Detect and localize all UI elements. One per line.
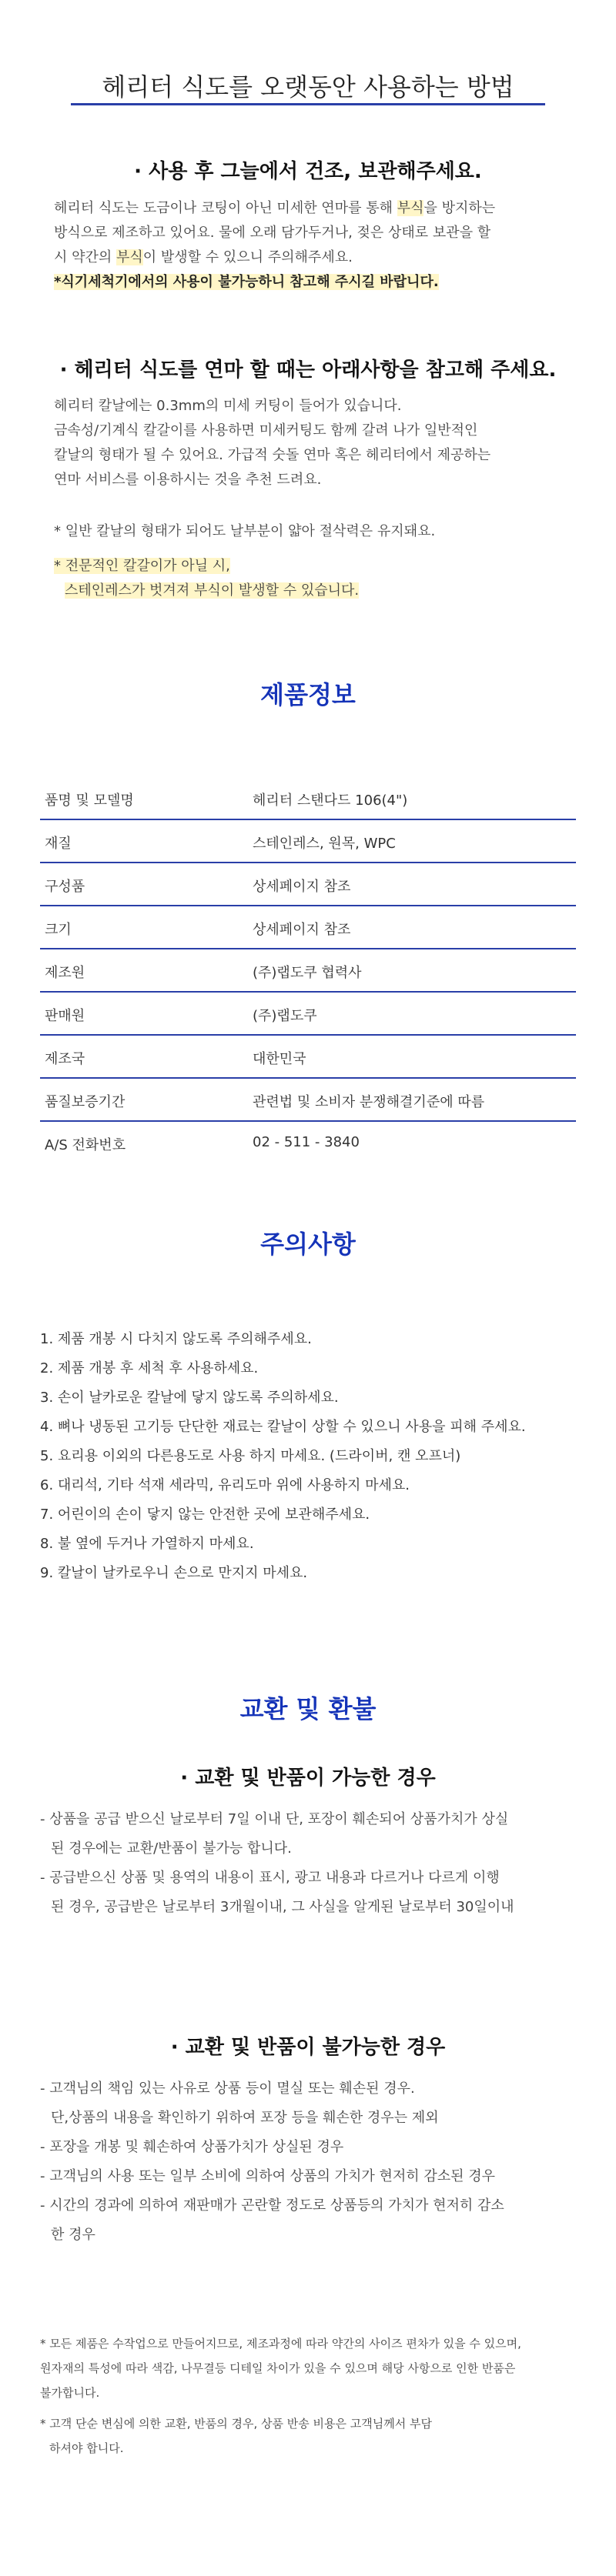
spec-key: 판매원: [45, 1008, 85, 1024]
table-row: [40, 1036, 576, 1079]
list-item: 단,상품의 내용을 확인하기 위하여 포장 등을 훼손한 경우는 제외: [51, 2110, 439, 2126]
dry-storage-heading: · 사용 후 그늘에서 건조, 보관해주세요.: [134, 160, 482, 183]
spec-value: 상세페이지 참조: [253, 879, 351, 895]
spec-value: 상세페이지 참조: [253, 922, 351, 938]
list-item: - 시간의 경과에 의하여 재판매가 곤란할 정도로 상품등의 가치가 현저히 감소: [40, 2197, 504, 2214]
exchange-possible-heading: · 교환 및 반품이 가능한 경우: [180, 1767, 436, 1790]
spec-key: 제조국: [45, 1051, 85, 1067]
list-item: - 공급받으신 상품 및 용역의 내용이 표시, 광고 내용과 다르거나 다르게 이행: [40, 1870, 500, 1886]
list-item: 6. 대리석, 기타 석재 세라믹, 유리도마 위에 사용하지 마세요.: [40, 1477, 410, 1493]
spec-key: 구성품: [45, 879, 85, 895]
spec-key: 품질보증기간: [45, 1094, 126, 1110]
footnote-line: * 모든 제품은 수작업으로 만들어지므로, 제조과정에 따라 약간의 사이즈 편차가 있을 수 있으며,: [40, 2337, 521, 2351]
spec-key: 품명 및 모델명: [45, 792, 134, 809]
dry-storage-text: 헤리터 식도는 도금이나 코팅이 아닌 미세한 연마를 통해 부식을 방지하는 방식으로 제조하고 있어요. 물에 오래 담가두거나, 젖은 상태로 보관을 할 시 약간의 부식이 발생할 수 있으니 주의해주세요. *식기세척기에서의 사용이 불가능하니 참고해 주시길 바랍니다.: [54, 200, 496, 290]
list-item: 8. 불 옆에 두거나 가열하지 마세요.: [40, 1536, 254, 1552]
spec-key: A/S 전화번호: [45, 1137, 126, 1153]
rust-highlight: 부식: [397, 200, 424, 216]
list-item: 5. 요리용 이외의 다른용도로 사용 하지 마세요. (드라이버, 캔 오프너): [40, 1448, 461, 1464]
spec-value: 대한민국: [253, 1051, 306, 1067]
table-row: [40, 820, 576, 863]
footnote-line: 불가합니다.: [40, 2386, 100, 2400]
spec-value: 02 - 511 - 3840: [253, 1134, 360, 1150]
sharpening-text: 헤리터 칼날에는 0.3mm의 미세 커팅이 들어가 있습니다. 금속성/기계식 칼갈이를 사용하면 미세커팅도 함께 갈려 나가 일반적인 칼날의 형태가 될 수 있어요. 가급적 숫돌 연마 혹은 헤리터에서 제공하는 연마 서비스를 이용하시는 것을 추천 드려요.: [54, 398, 491, 488]
sharpening-heading: · 헤리터 식도를 연마 할 때는 아래사항을 참고해 주세요.: [59, 359, 557, 382]
exchange-impossible-list: [40, 2076, 587, 2251]
table-row: [40, 993, 576, 1036]
product-info-table: [40, 777, 576, 1163]
rust-highlight: 부식: [116, 249, 143, 265]
spec-value: 관련법 및 소비자 분쟁해결기준에 따름: [253, 1094, 485, 1110]
list-item: - 포장을 개봉 및 훼손하여 상품가치가 상실된 경우: [40, 2139, 344, 2155]
spec-key: 제조원: [45, 965, 85, 981]
caution-title: 주의사항: [260, 1230, 356, 1259]
title-underline: [71, 103, 545, 105]
list-item: - 고객님의 사용 또는 일부 소비에 의하여 상품의 가치가 현저히 감소된 경우: [40, 2168, 496, 2184]
table-row: [40, 906, 576, 949]
list-item: 된 경우, 공급받은 날로부터 3개월이내, 그 사실을 알게된 날로부터 30일이내: [51, 1899, 514, 1915]
table-row: [40, 863, 576, 906]
spec-key: 재질: [45, 836, 72, 852]
list-item: 9. 칼날이 날카로우니 손으로 만지지 마세요.: [40, 1565, 308, 1581]
spec-key: 크기: [45, 922, 72, 938]
spec-value: 스테인레스, 원목, WPC: [253, 836, 396, 852]
footnotes: [40, 2331, 579, 2461]
product-info-title: 제품정보: [260, 680, 356, 709]
list-item: 된 경우에는 교환/반품이 불가능 합니다.: [51, 1840, 292, 1857]
exchange-title: 교환 및 환불: [239, 1694, 377, 1723]
list-item: 한 경우: [51, 2227, 95, 2243]
footnote-line: 하셔야 합니다.: [49, 2441, 124, 2455]
footnote-line: 원자재의 특성에 따라 색감, 나무결등 디테일 차이가 있을 수 있으며 해당 사항으로 인한 반품은: [40, 2361, 516, 2375]
list-item: 1. 제품 개봉 시 다치지 않도록 주의해주세요.: [40, 1331, 312, 1347]
table-row: [40, 777, 576, 820]
caution-list: [40, 1325, 579, 1588]
list-item: 3. 손이 날카로운 칼날에 닿지 않도록 주의하세요.: [40, 1390, 339, 1406]
table-row: [40, 1079, 576, 1122]
page-title: 헤리터 식도를 오랫동안 사용하는 방법: [102, 72, 514, 102]
footnote-line: * 고객 단순 변심에 의한 교환, 반품의 경우, 상품 반송 비용은 고객님께서 부담: [40, 2417, 432, 2431]
exchange-impossible-heading: · 교환 및 반품이 불가능한 경우: [170, 2036, 446, 2059]
sharpening-note: * 일반 칼날의 형태가 되어도 날부분이 얇아 절삭력은 유지돼요.: [54, 523, 436, 539]
table-row: [40, 949, 576, 993]
list-item: 4. 뼈나 냉동된 고기등 단단한 재료는 칼날이 상할 수 있으니 사용을 피해 주세요.: [40, 1419, 526, 1435]
dishwasher-warning: *식기세척기에서의 사용이 불가능하니 참고해 주시길 바랍니다.: [54, 274, 439, 290]
spec-value: (주)랩도쿠: [253, 1008, 317, 1024]
list-item: 7. 어린이의 손이 닿지 않는 안전한 곳에 보관해주세요.: [40, 1507, 370, 1523]
exchange-possible-list: [40, 1807, 587, 1924]
spec-value: 헤리터 스탠다드 106(4"): [253, 792, 408, 809]
spec-value: (주)랩도쿠 협력사: [253, 965, 362, 981]
list-item: - 고객님의 책임 있는 사유로 상품 등이 멸실 또는 훼손된 경우.: [40, 2080, 415, 2097]
list-item: - 상품을 공급 받으신 날로부터 7일 이내 단, 포장이 훼손되어 상품가치가 상실: [40, 1811, 509, 1827]
list-item: 2. 제품 개봉 후 세척 후 사용하세요.: [40, 1360, 259, 1376]
sharpening-warning: * 전문적인 칼갈이가 아닐 시, 스테인레스가 벗겨져 부식이 발생할 수 있습니다.: [54, 558, 360, 599]
table-row: [40, 1122, 576, 1163]
